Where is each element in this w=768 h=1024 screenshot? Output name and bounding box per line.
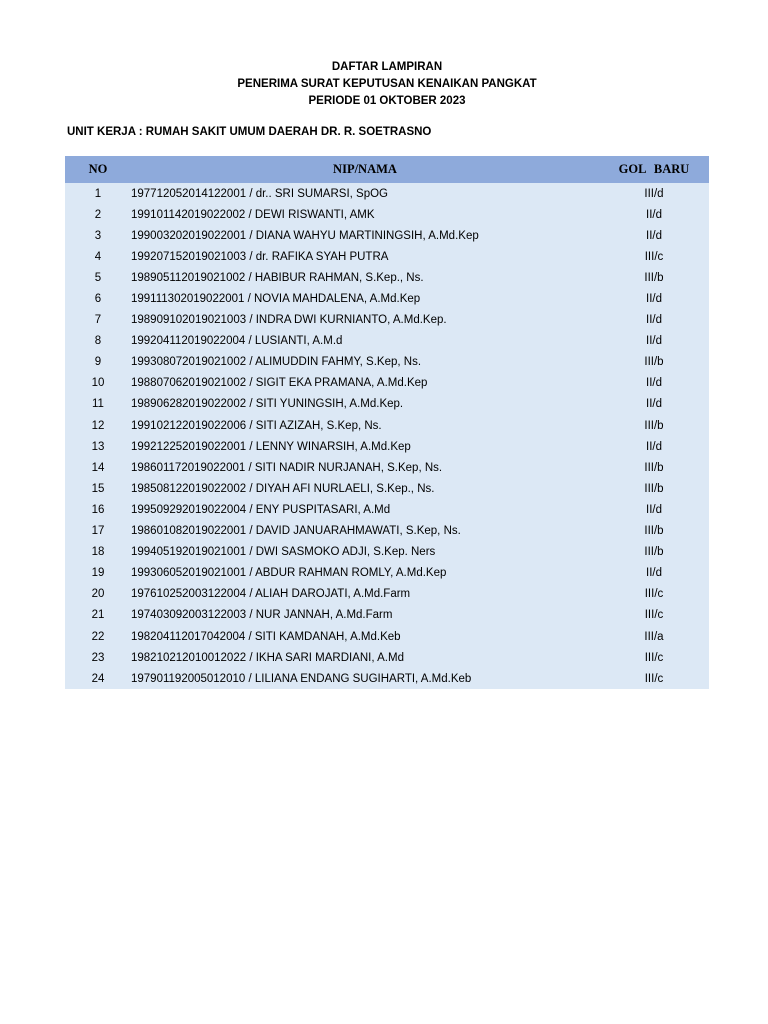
roster-table: [65, 156, 709, 689]
nip-nama-cell: 197610252003122004 / ALIAH DAROJATI, A.Md.Farm: [131, 588, 411, 601]
nip-nama-cell: 198909102019021003 / INDRA DWI KURNIANTO, A.Md.Kep.: [131, 314, 447, 327]
row-number: 2: [94, 208, 102, 221]
table-row: [65, 204, 709, 225]
row-number: 9: [94, 356, 102, 369]
golongan-cell: III/c: [644, 609, 664, 622]
golongan-cell: III/c: [644, 250, 664, 263]
table-row: [65, 288, 709, 309]
table-row: [65, 394, 709, 415]
golongan-cell: II/d: [646, 293, 662, 306]
golongan-cell: III/b: [644, 419, 664, 432]
golongan-cell: III/b: [644, 546, 664, 559]
table-row: [65, 626, 709, 647]
table-body: [65, 183, 709, 689]
row-number: 21: [91, 609, 105, 622]
nip-nama-cell: 199509292019022004 / ENY PUSPITASARI, A.Md: [131, 503, 391, 516]
row-number: 14: [91, 461, 105, 474]
table-row: [65, 584, 709, 605]
golongan-cell: II/d: [646, 229, 662, 242]
golongan-cell: III/b: [644, 461, 664, 474]
row-number: 16: [91, 503, 105, 516]
golongan-cell: III/c: [644, 672, 664, 685]
nip-nama-cell: 199308072019021002 / ALIMUDDIN FAHMY, S.Kep, Ns.: [131, 356, 422, 369]
table-row: [65, 668, 709, 689]
row-number: 17: [91, 525, 105, 538]
row-number: 15: [91, 482, 105, 495]
nip-nama-cell: 199003202019022001 / DIANA WAHYU MARTININGSIH, A.Md.Kep: [131, 229, 479, 242]
golongan-cell: III/b: [644, 525, 664, 538]
golongan-cell: II/d: [646, 440, 662, 453]
row-number: 10: [91, 377, 105, 390]
row-number: 7: [94, 314, 102, 327]
golongan-cell: III/b: [644, 356, 664, 369]
table-row: [65, 605, 709, 626]
table-row: [65, 310, 709, 331]
golongan-cell: II/d: [646, 335, 662, 348]
table-row: [65, 331, 709, 352]
table-row: [65, 521, 709, 542]
golongan-cell: III/b: [644, 482, 664, 495]
nip-nama-cell: 197403092003122003 / NUR JANNAH, A.Md.Farm: [131, 609, 393, 622]
row-number: 23: [91, 651, 105, 664]
row-number: 1: [94, 187, 102, 200]
nip-nama-cell: 198906282019022002 / SITI YUNINGSIH, A.Md.Kep.: [131, 398, 404, 411]
table-row: [65, 352, 709, 373]
golongan-cell: II/d: [646, 503, 662, 516]
row-number: 20: [91, 588, 105, 601]
nip-nama-cell: 198905112019021002 / HABIBUR RAHMAN, S.Kep., Ns.: [131, 271, 424, 284]
column-header-nip-nama: NIP/NAMA: [333, 162, 397, 176]
table-row: [65, 267, 709, 288]
row-number: 24: [91, 672, 105, 685]
golongan-cell: III/c: [644, 588, 664, 601]
title-line-penerima: PENERIMA SURAT KEPUTUSAN KENAIKAN PANGKAT: [237, 78, 537, 90]
column-header-gol-baru: GOL BARU: [618, 162, 690, 176]
table-row: [65, 415, 709, 436]
golongan-cell: III/d: [644, 187, 664, 200]
row-number: 12: [91, 419, 105, 432]
document-title: [0, 59, 768, 110]
row-number: 18: [91, 546, 105, 559]
table-row: [65, 563, 709, 584]
table-row: [65, 542, 709, 563]
golongan-cell: III/b: [644, 271, 664, 284]
nip-nama-cell: 199102122019022006 / SITI AZIZAH, S.Kep, Ns.: [131, 419, 382, 432]
nip-nama-cell: 198601082019022001 / DAVID JANUARAHMAWATI, S.Kep, Ns.: [131, 525, 461, 538]
golongan-cell: II/d: [646, 398, 662, 411]
nip-nama-cell: 197712052014122001 / dr.. SRI SUMARSI, SpOG: [131, 187, 388, 200]
nip-nama-cell: 198204112017042004 / SITI KAMDANAH, A.Md.Keb: [131, 630, 401, 643]
nip-nama-cell: 199101142019022002 / DEWI RISWANTI, AMK: [131, 208, 375, 221]
row-number: 4: [94, 250, 102, 263]
golongan-cell: II/d: [646, 208, 662, 221]
table-row: [65, 225, 709, 246]
golongan-cell: II/d: [646, 377, 662, 390]
golongan-cell: II/d: [646, 314, 662, 327]
table-row: [65, 436, 709, 457]
nip-nama-cell: 199306052019021001 / ABDUR RAHMAN ROMLY, A.Md.Kep: [131, 567, 447, 580]
row-number: 11: [92, 398, 104, 411]
row-number: 8: [94, 335, 102, 348]
nip-nama-cell: 198210212010012022 / IKHA SARI MARDIANI, A.Md: [131, 651, 404, 664]
nip-nama-cell: 199212252019022001 / LENNY WINARSIH, A.Md.Kep: [131, 440, 411, 453]
row-number: 22: [91, 630, 105, 643]
nip-nama-cell: 199207152019021003 / dr. RAFIKA SYAH PUTRA: [131, 250, 389, 263]
row-number: 5: [94, 271, 102, 284]
nip-nama-cell: 198508122019022002 / DIYAH AFI NURLAELI, S.Kep., Ns.: [131, 482, 435, 495]
table-row: [65, 478, 709, 499]
nip-nama-cell: 199204112019022004 / LUSIANTI, A.M.d: [131, 335, 343, 348]
table-row: [65, 457, 709, 478]
table-row: [65, 183, 709, 204]
table-row: [65, 499, 709, 520]
title-line-periode: PERIODE 01 OKTOBER 2023: [308, 95, 466, 107]
row-number: 6: [94, 293, 102, 306]
golongan-cell: III/a: [644, 630, 664, 643]
table-header-row: [65, 156, 709, 183]
table-row: [65, 373, 709, 394]
row-number: 3: [94, 229, 102, 242]
unit-kerja-line: UNIT KERJA : RUMAH SAKIT UMUM DAERAH DR. R. SOETRASNO: [67, 126, 432, 138]
nip-nama-cell: 199405192019021001 / DWI SASMOKO ADJI, S.Kep. Ners: [131, 546, 436, 559]
nip-nama-cell: 198807062019021002 / SIGIT EKA PRAMANA, A.Md.Kep: [131, 377, 428, 390]
row-number: 19: [91, 567, 105, 580]
nip-nama-cell: 197901192005012010 / LILIANA ENDANG SUGIHARTI, A.Md.Keb: [131, 672, 472, 685]
table-row: [65, 647, 709, 668]
title-line-daftar-lampiran: DAFTAR LAMPIRAN: [331, 61, 443, 73]
column-header-no: NO: [88, 162, 108, 176]
golongan-cell: III/c: [644, 651, 664, 664]
nip-nama-cell: 198601172019022001 / SITI NADIR NURJANAH, S.Kep, Ns.: [131, 461, 443, 474]
row-number: 13: [91, 440, 105, 453]
golongan-cell: II/d: [646, 567, 662, 580]
table-row: [65, 246, 709, 267]
nip-nama-cell: 199111302019022001 / NOVIA MAHDALENA, A.Md.Kep: [131, 293, 421, 306]
